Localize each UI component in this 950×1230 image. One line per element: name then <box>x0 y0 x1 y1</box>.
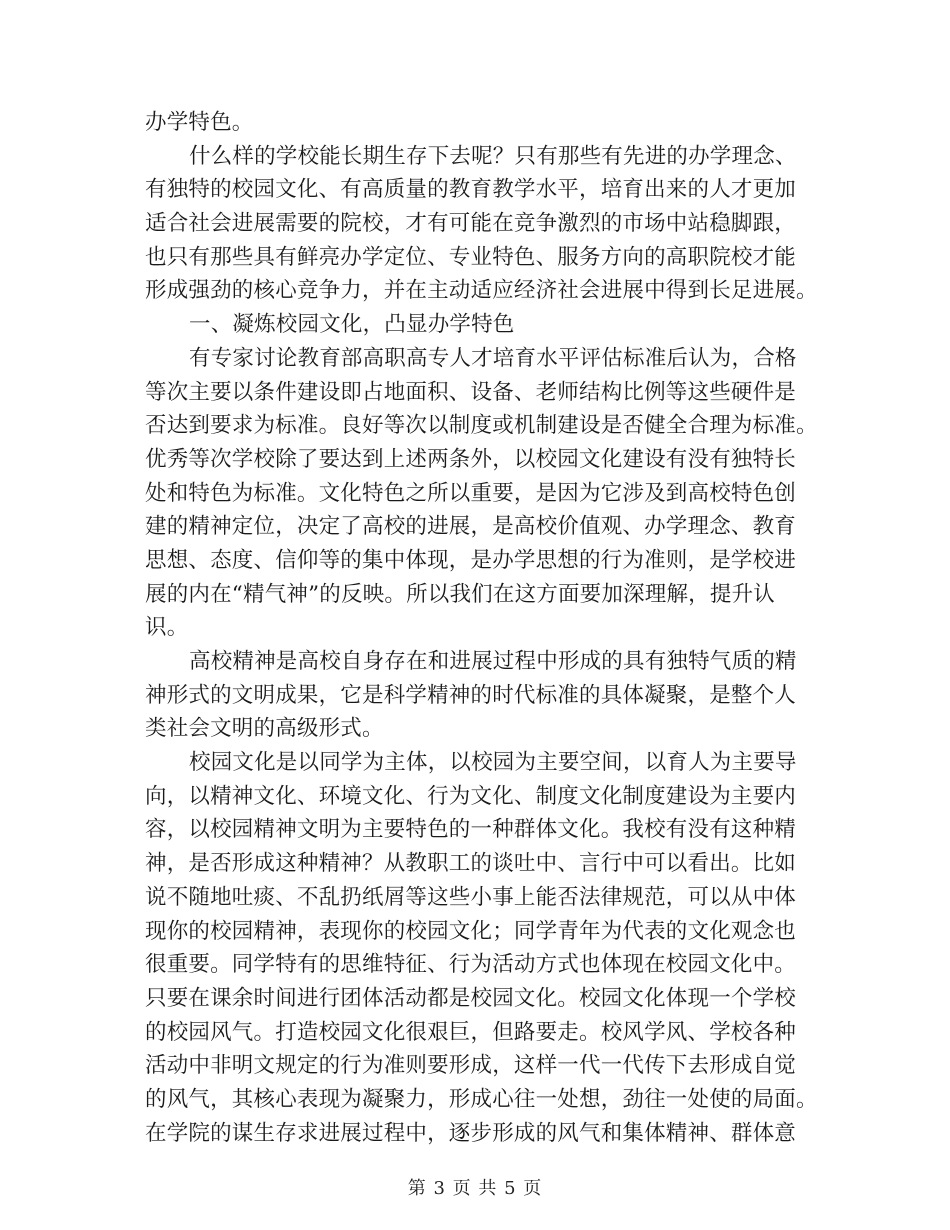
text-line: 活动中非明文规定的行为准则要形成，这样一代一代传下去形成自觉 <box>145 1053 797 1079</box>
text-line: 很重要。同学特有的思维特征、行为活动方式也体现在校园文化中。 <box>145 952 797 978</box>
text-line: 只要在课余时间进行团体活动都是校园文化。校园文化体现一个学校 <box>145 985 797 1011</box>
text-line: 类社会文明的高级形式。 <box>145 716 384 742</box>
text-line: 等次主要以条件建设即占地面积、设备、老师结构比例等这些硬件是 <box>145 379 797 405</box>
text-line: 什么样的学校能长期生存下去呢？只有那些有先进的办学理念、 <box>189 143 797 169</box>
page-footer: 第 3 页 共 5 页 <box>407 1178 543 1199</box>
text-line: 现你的校园精神，表现你的校园文化；同学青年为代表的文化观念也 <box>145 918 797 944</box>
text-line: 高校精神是高校自身存在和进展过程中形成的具有独特气质的精 <box>189 649 797 674</box>
text-line: 适合社会进展需要的院校，才有可能在竞争激烈的市场中站稳脚跟， <box>145 211 797 237</box>
text-line: 的风气，其核心表现为凝聚力，形成心往一处想，劲往一处使的局面。 <box>145 1086 818 1112</box>
text-line: 校园文化是以同学为主体，以校园为主要空间，以育人为主要导 <box>189 750 797 776</box>
text-line: 在学院的谋生存求进展过程中，逐步形成的风气和集体精神、群体意 <box>145 1120 797 1146</box>
text-line: 展的内在“精气神”的反映。所以我们在这方面要加深理解，提升认 <box>145 581 775 607</box>
text-line: 形成强劲的核心竞争力，并在主动适应经济社会进展中得到长足进展。 <box>145 278 818 304</box>
text-line: 神，是否形成这种精神？从教职工的谈吐中、言行中可以看出。比如 <box>145 851 797 877</box>
text-line: 也只有那些具有鲜亮办学定位、专业特色、服务方向的高职院校才能 <box>145 244 797 270</box>
text-line: 神形式的文明成果，它是科学精神的时代标准的具体凝聚，是整个人 <box>145 682 797 708</box>
text-line: 建的精神定位，决定了高校的进展，是高校价值观、办学理念、教育 <box>145 514 797 540</box>
text-line: 说不随地吐痰、不乱扔纸屑等这些小事上能否法律规范，可以从中体 <box>145 884 797 910</box>
text-line: 识。 <box>145 615 189 641</box>
text-line: 有独特的校园文化、有高质量的教育教学水平，培育出来的人才更加 <box>145 177 797 203</box>
text-line: 一、凝炼校园文化，凸显办学特色 <box>189 312 515 338</box>
text-line: 优秀等次学校除了要达到上述两条外，以校园文化建设有没有独特长 <box>145 446 797 472</box>
text-line: 处和特色为标准。文化特色之所以重要，是因为它涉及到高校特色创 <box>145 480 797 506</box>
text-line: 向，以精神文化、环境文化、行为文化、制度文化制度建设为主要内 <box>145 783 797 809</box>
document-body <box>145 106 818 1150</box>
text-line: 容，以校园精神文明为主要特色的一种群体文化。我校有没有这种精 <box>145 817 797 843</box>
text-line: 有专家讨论教育部高职高专人才培育水平评估标准后认为，合格 <box>189 345 797 371</box>
text-line: 的校园风气。打造校园文化很艰巨，但路要走。校风学风、学校各种 <box>145 1019 797 1045</box>
text-line: 思想、态度、信仰等的集中体现，是办学思想的行为准则，是学校进 <box>145 547 797 573</box>
text-line: 否达到要求为标准。良好等次以制度或机制建设是否健全合理为标准。 <box>145 413 818 439</box>
text-line: 办学特色。 <box>145 110 254 135</box>
